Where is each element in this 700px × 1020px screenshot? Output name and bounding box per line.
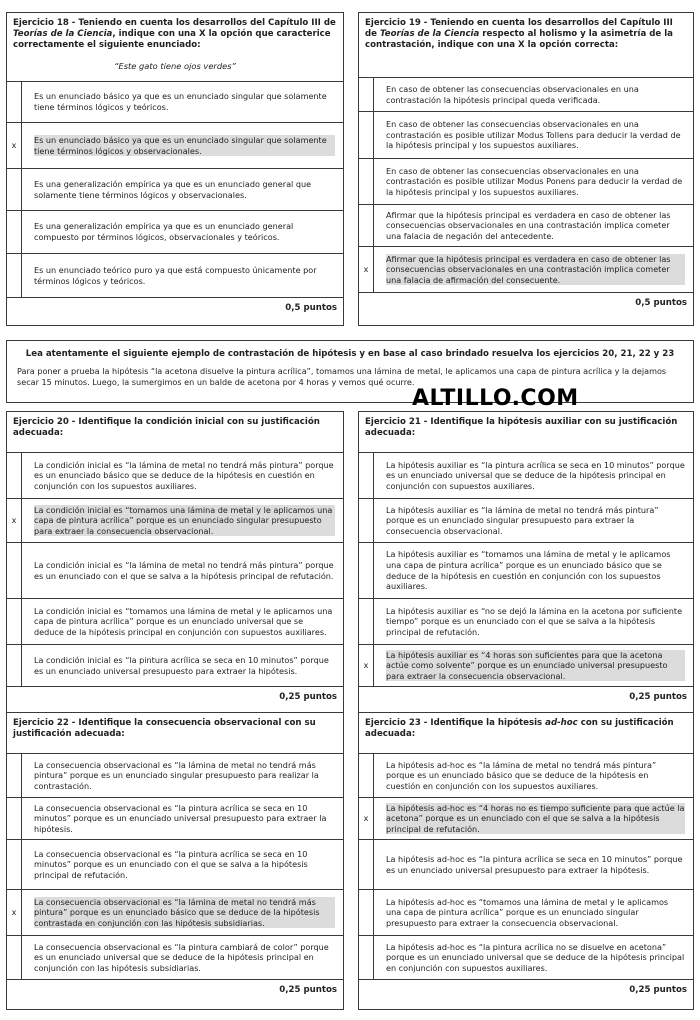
option-row[interactable] — [7, 122, 343, 168]
option-text-content: La consecuencia observacional es “la pintura cambiará de color” porque es un enunciado universal que se deduce de la hipótesis principal en conjunción con las hipótesis subsidiarias. — [34, 941, 329, 973]
answer-mark-cell[interactable] — [7, 453, 22, 498]
option-row[interactable] — [7, 542, 343, 598]
option-text — [374, 78, 693, 111]
options-list — [7, 452, 343, 686]
option-text-content: La hipótesis auxiliar es “la lámina de metal no tendrá más pintura” porque es un enunciado singular presupuesto para extraer la consecuencia observacional. — [386, 504, 659, 536]
option-text-content: La hipótesis ad-hoc es “4 horas no es tiempo suficiente para que actúe la acetona” porque es un enunciado con el que se salva a la hipótesis principal de refutación. — [386, 802, 685, 834]
option-text — [22, 936, 343, 979]
title-part: , indique con una X la opción que caracterice correctamente el siguiente enunciado: — [13, 29, 331, 50]
title-part: Ejercicio 19 - Teniendo en cuenta los desarrollos del Capítulo III de — [365, 18, 673, 39]
option-text — [374, 499, 693, 542]
option-text-content: La hipótesis ad-hoc es “tomamos una lámina de metal y le aplicamos una capa de pintura acrílica” porque es un enunciado singular presupuesto para extraer la consecuencia observacional. — [386, 896, 669, 928]
option-row[interactable] — [7, 498, 343, 542]
option-text-content: En caso de obtener las consecuencias observacionales en una contrastación es posible utilizar Modus Ponens para deducir la verdad de la hipótesis principal y los supuestos auxiliares. — [386, 165, 683, 197]
option-text — [22, 123, 343, 168]
exercise-20 — [6, 411, 344, 713]
answer-mark-cell[interactable] — [7, 645, 22, 686]
exercise-23-title — [359, 713, 693, 753]
option-row[interactable] — [359, 889, 693, 935]
option-text-content: La hipótesis auxiliar es “la pintura acrílica se seca en 10 minutos” porque es un enunciado universal que se deduce de la hipótesis principal en conjunción con supuestos auxiliares. — [386, 459, 685, 491]
answer-mark-cell[interactable] — [7, 211, 22, 253]
exercise-18 — [6, 12, 344, 326]
answer-mark-cell[interactable]: x — [359, 798, 374, 839]
case-intro-title: Lea atentamente el siguiente ejemplo de contrastación de hipótesis y en base al caso brindado resuelva los ejercicios 20, 21, 22 y 23 — [25, 349, 675, 359]
points-label: 0,5 puntos — [7, 297, 343, 317]
option-row[interactable] — [359, 644, 693, 686]
options-list — [359, 753, 693, 979]
points-label: 0,25 puntos — [7, 686, 343, 706]
option-row[interactable] — [7, 210, 343, 253]
option-row[interactable] — [7, 644, 343, 686]
answer-mark-cell[interactable] — [7, 169, 22, 210]
option-text-content: En caso de obtener las consecuencias observacionales en una contrastación es posible utilizar Modus Tollens para deducir la verdad de la hipótesis principal y los supuestos auxiliares. — [386, 119, 681, 151]
answer-mark-cell[interactable] — [359, 78, 374, 111]
answer-mark-cell[interactable]: x — [7, 123, 22, 168]
answer-mark-cell[interactable] — [359, 159, 374, 204]
answer-mark-cell[interactable] — [359, 890, 374, 935]
option-text-content: La condición inicial es “tomamos una lámina de metal y le aplicamos una capa de pintura acrílica” porque es un enunciado universal que se deduce de la hipótesis principal en conjunción con supuestos auxiliares. — [34, 605, 333, 637]
book-title: Teorías de la Ciencia — [13, 29, 113, 39]
book-title: Teorías de la Ciencia — [379, 29, 480, 39]
option-row[interactable] — [359, 598, 693, 644]
option-text-content: Es una generalización empírica ya que es un enunciado general que solamente tiene términos lógicos y observacionales. — [34, 178, 312, 200]
option-text — [22, 645, 343, 686]
answer-mark-cell[interactable] — [359, 840, 374, 889]
option-text-content: La consecuencia observacional es “la pintura acrílica se seca en 10 minutos” porque es un enunciado con el que se salva a la hipótesis principal de refutación. — [34, 848, 308, 880]
title-part: Ejercicio 23 - Identifique la hipótesis — [365, 718, 546, 728]
case-intro — [6, 340, 694, 403]
option-text — [22, 798, 343, 839]
option-row[interactable] — [359, 204, 693, 246]
option-text-content: La condición inicial es “tomamos una lámina de metal y le aplicamos una capa de pintura acrílica” porque es un enunciado singular presupuesto para extraer la consecuencia observacional. — [34, 505, 335, 537]
option-text-content: La consecuencia observacional es “la lámina de metal no tendrá más pintura” porque es un enunciado singular presupuesto para realizar la contrastación. — [34, 759, 319, 791]
option-text-content: La condición inicial es “la lámina de metal no tendrá más pintura” porque es un enunciado básico que se deduce de la hipótesis en cuestión en conjunción con los supuestos auxiliares. — [34, 459, 334, 491]
option-row[interactable] — [7, 935, 343, 979]
option-text — [22, 169, 343, 210]
option-text-content: La hipótesis auxiliar es “no se dejó la lámina en la acetona por suficiente tiempo” porque es un enunciado con el que se salva a la hipótesis principal de refutación. — [386, 605, 683, 637]
answer-mark-cell[interactable] — [7, 936, 22, 979]
options-list — [359, 77, 693, 292]
option-text — [374, 205, 693, 246]
option-text — [374, 543, 693, 598]
option-text — [374, 798, 693, 839]
exercise-21 — [358, 411, 694, 713]
option-row[interactable] — [359, 246, 693, 292]
points-label: 0,25 puntos — [359, 686, 693, 706]
option-text — [374, 159, 693, 204]
option-row[interactable] — [7, 168, 343, 210]
option-text — [22, 254, 343, 297]
answer-mark-cell[interactable]: x — [7, 499, 22, 542]
option-row[interactable] — [7, 452, 343, 498]
exercise-23 — [358, 712, 694, 1010]
option-text — [22, 82, 343, 122]
exercise-21-title: Ejercicio 21 - Identifique la hipótesis auxiliar con su justificación adecuada: — [365, 417, 678, 438]
option-text-content: Es un enunciado básico ya que es un enunciado singular que solamente tiene términos lógicos y teóricos. — [34, 91, 327, 112]
option-text-content: En caso de obtener las consecuencias observacionales en una contrastación la hipótesis principal queda verificada. — [386, 83, 639, 105]
answer-mark-cell[interactable] — [359, 205, 374, 246]
option-text — [374, 453, 693, 498]
option-text-content: La condición inicial es “la pintura acrílica se seca en 10 minutos” porque es un enunciado universal presupuesto para extraer la hipótesis. — [34, 654, 329, 676]
option-text-content: Es un enunciado básico ya que es un enunciado singular que solamente tiene términos lógicos y observacionales. — [34, 135, 335, 156]
answer-mark-cell[interactable]: x — [359, 645, 374, 686]
option-text-content: Afirmar que la hipótesis principal es verdadera en caso de obtener las consecuencias observacionales en una contrastación implica cometer una falacia de negación del antecedente. — [386, 209, 671, 241]
points-label: 0,5 puntos — [359, 292, 693, 312]
option-row[interactable] — [7, 598, 343, 644]
option-text-content: La hipótesis auxiliar es “tomamos una lámina de metal y le aplicamos una capa de pintura acrílica” porque es un enunciado básico que se deduce de la hipótesis en cuestión en conjunción con los supuestos auxiliares. — [386, 549, 671, 592]
option-row[interactable] — [7, 889, 343, 935]
answer-mark-cell[interactable] — [359, 936, 374, 979]
option-row[interactable] — [359, 935, 693, 979]
exercise-22 — [6, 712, 344, 1010]
option-row[interactable] — [359, 753, 693, 797]
option-text-content: La consecuencia observacional es “la lámina de metal no tendrá más pintura” porque es un enunciado básico que se deduce de la hipótesis contrastada en conjunción con las hipótesis subsidiarias. — [34, 897, 335, 929]
option-text-content: La hipótesis ad-hoc es “la lámina de metal no tendrá más pintura” porque es un enunciado básico que se deduce de la hipótesis en cuestión en conjunción con los supuestos auxiliares. — [386, 759, 657, 791]
option-text-content: La hipótesis ad-hoc es “la pintura acrílica no se disuelve en acetona” porque es un enunciado universal que se deduce de la hipótesis principal en conjunción con supuestos auxiliares. — [386, 941, 685, 973]
answer-mark-cell[interactable] — [359, 112, 374, 158]
option-row[interactable] — [359, 111, 693, 158]
watermark: ALTILLO.COM — [412, 386, 579, 411]
answer-mark-cell[interactable] — [7, 599, 22, 644]
options-list — [7, 753, 343, 979]
answer-mark-cell[interactable] — [359, 599, 374, 644]
answer-mark-cell[interactable] — [7, 254, 22, 297]
option-text-content: Es un enunciado teórico puro ya que está compuesto únicamente por términos lógicos y teóricos. — [34, 264, 317, 286]
points-label: 0,25 puntos — [7, 979, 343, 999]
answer-mark-cell[interactable] — [359, 754, 374, 797]
option-text — [374, 936, 693, 979]
option-row[interactable] — [359, 797, 693, 839]
option-text-content: La hipótesis ad-hoc es “la pintura acrílica se seca en 10 minutos” porque es un enunciado universal presupuesto para extraer la hipótesis. — [386, 853, 683, 875]
options-list — [7, 81, 343, 297]
answer-mark-cell[interactable]: x — [359, 247, 374, 292]
option-row[interactable] — [7, 81, 343, 122]
option-text — [22, 453, 343, 498]
answer-mark-cell[interactable] — [7, 840, 22, 889]
option-row[interactable] — [359, 452, 693, 498]
exercise-19 — [358, 12, 694, 326]
option-row[interactable] — [359, 77, 693, 111]
answer-mark-cell[interactable]: x — [7, 890, 22, 935]
answer-mark-cell[interactable] — [7, 543, 22, 598]
answer-mark-cell[interactable] — [7, 754, 22, 797]
option-text — [22, 499, 343, 542]
exercise-18-title — [7, 13, 343, 59]
option-text — [374, 247, 693, 292]
answer-mark-cell[interactable] — [359, 499, 374, 542]
option-text — [374, 645, 693, 686]
answer-mark-cell[interactable] — [359, 453, 374, 498]
option-text-content: La condición inicial es “la lámina de metal no tendrá más pintura” porque es un enunciado con el que se salva a la hipótesis principal de refutación. — [34, 559, 334, 581]
option-row[interactable] — [359, 158, 693, 204]
case-intro-text: Para poner a prueba la hipótesis “la acetona disuelve la pintura acrílica”, tomamos una lámina de metal, le aplicamos una capa de pintura acrílica y la dejamos secar 15 minutos. Luego, la sumergimos en un balde de acetona por 4 horas y vemos qué ocurre. — [17, 366, 667, 387]
answer-mark-cell[interactable] — [359, 543, 374, 598]
option-text-content: Es una generalización empírica ya que es un enunciado general compuesto por términos lógicos, observacionales y teóricos. — [34, 221, 294, 242]
option-row[interactable] — [359, 498, 693, 542]
title-part: respecto al holismo y la asimetría de la contrastación, indique con una X la opción correcta: — [365, 29, 673, 50]
title-part: Ejercicio 18 - Teniendo en cuenta los desarrollos del Capítulo III de — [13, 18, 336, 28]
option-row[interactable] — [7, 797, 343, 839]
exercise-22-title: Ejercicio 22 - Identifique la consecuencia observacional con su justificación adecuada: — [13, 718, 316, 739]
option-text — [22, 599, 343, 644]
option-text — [22, 890, 343, 935]
option-row[interactable] — [7, 253, 343, 297]
option-text — [22, 211, 343, 253]
option-text — [374, 599, 693, 644]
option-text — [374, 890, 693, 935]
title-part: con su justificación adecuada: — [365, 718, 674, 739]
answer-mark-cell[interactable] — [7, 798, 22, 839]
option-text — [22, 840, 343, 889]
option-text-content: Afirmar que la hipótesis principal es verdadera en caso de obtener las consecuencias observacionales en una contrastación implica cometer una falacia de afirmación del consecuente. — [386, 254, 685, 286]
statement-quote: “Este gato tiene ojos verdes” — [114, 61, 236, 71]
option-text — [22, 543, 343, 598]
option-row[interactable] — [359, 839, 693, 889]
option-text — [374, 112, 693, 158]
option-text-content: La hipótesis auxiliar es “4 horas son suficientes para que la acetona actúe como solvente” porque es un enunciado universal presupuesto para extraer la consecuencia observacional. — [386, 650, 685, 682]
points-label: 0,25 puntos — [359, 979, 693, 999]
options-list — [359, 452, 693, 686]
option-text — [374, 840, 693, 889]
option-row[interactable] — [7, 839, 343, 889]
answer-mark-cell[interactable] — [7, 82, 22, 122]
exercise-19-title — [359, 13, 693, 77]
option-text — [374, 754, 693, 797]
option-text-content: La consecuencia observacional es “la pintura acrílica se seca en 10 minutos” porque es un enunciado universal presupuesto para extraer la hipótesis. — [34, 802, 327, 834]
option-row[interactable] — [359, 542, 693, 598]
title-adhoc: ad-hoc — [545, 718, 578, 728]
exercise-20-title: Ejercicio 20 - Identifique la condición inicial con su justificación adecuada: — [13, 417, 320, 438]
option-row[interactable] — [7, 753, 343, 797]
option-text — [22, 754, 343, 797]
